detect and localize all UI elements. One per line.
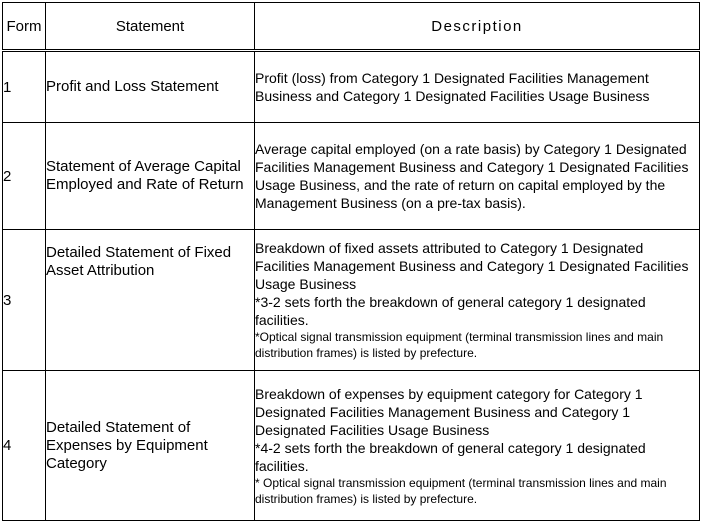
statement-name: Detailed Statement of Fixed Asset Attribution: [46, 230, 255, 371]
description-note: *3-2 sets forth the breakdown of general category 1 designated facilities.: [255, 294, 646, 328]
form-number: 1: [3, 51, 46, 123]
form-number: 3: [3, 230, 46, 371]
statement-name: Detailed Statement of Expenses by Equipment Category: [46, 371, 255, 521]
description: [255, 230, 700, 371]
forms-table: [2, 2, 700, 521]
statement-name: Statement of Average Capital Employed and Rate of Return: [46, 123, 255, 230]
header-description: Description: [255, 3, 700, 51]
description-text: Breakdown of expenses by equipment category for Category 1 Designated Facilities Management Business and Category 1 Designated Facilities Usage Business: [255, 385, 643, 438]
header-form: Form: [3, 3, 46, 51]
form-number: 2: [3, 123, 46, 230]
table-row: [3, 123, 700, 230]
description: Average capital employed (on a rate basis) by Category 1 Designated Facilities Management Business and Category 1 Designated Facilities Usage Business, and the rate of return on capital employed by the Management Business (on a pre-tax basis).: [255, 123, 700, 230]
description-note: *4-2 sets forth the breakdown of general category 1 designated facilities.: [255, 439, 646, 474]
statement-name: Profit and Loss Statement: [46, 51, 255, 123]
description-text: Breakdown of fixed assets attributed to Category 1 Designated Facilities Management Business and Category 1 Designated Facilities Usage Business: [255, 240, 689, 292]
header-statement: Statement: [46, 3, 255, 51]
description: [255, 371, 700, 521]
description-footnote: *Optical signal transmission equipment (terminal transmission lines and main distribution frames) is listed by prefecture.: [255, 330, 664, 360]
description-footnote: * Optical signal transmission equipment (terminal transmission lines and main distribution frames) is listed by prefecture.: [255, 475, 667, 506]
table-row: [3, 230, 700, 371]
table-row: [3, 51, 700, 123]
form-number: 4: [3, 371, 46, 521]
header-row: [3, 3, 700, 51]
description: Profit (loss) from Category 1 Designated Facilities Management Business and Category 1 Designated Facilities Usage Business: [255, 51, 700, 123]
table-row: [3, 371, 700, 521]
